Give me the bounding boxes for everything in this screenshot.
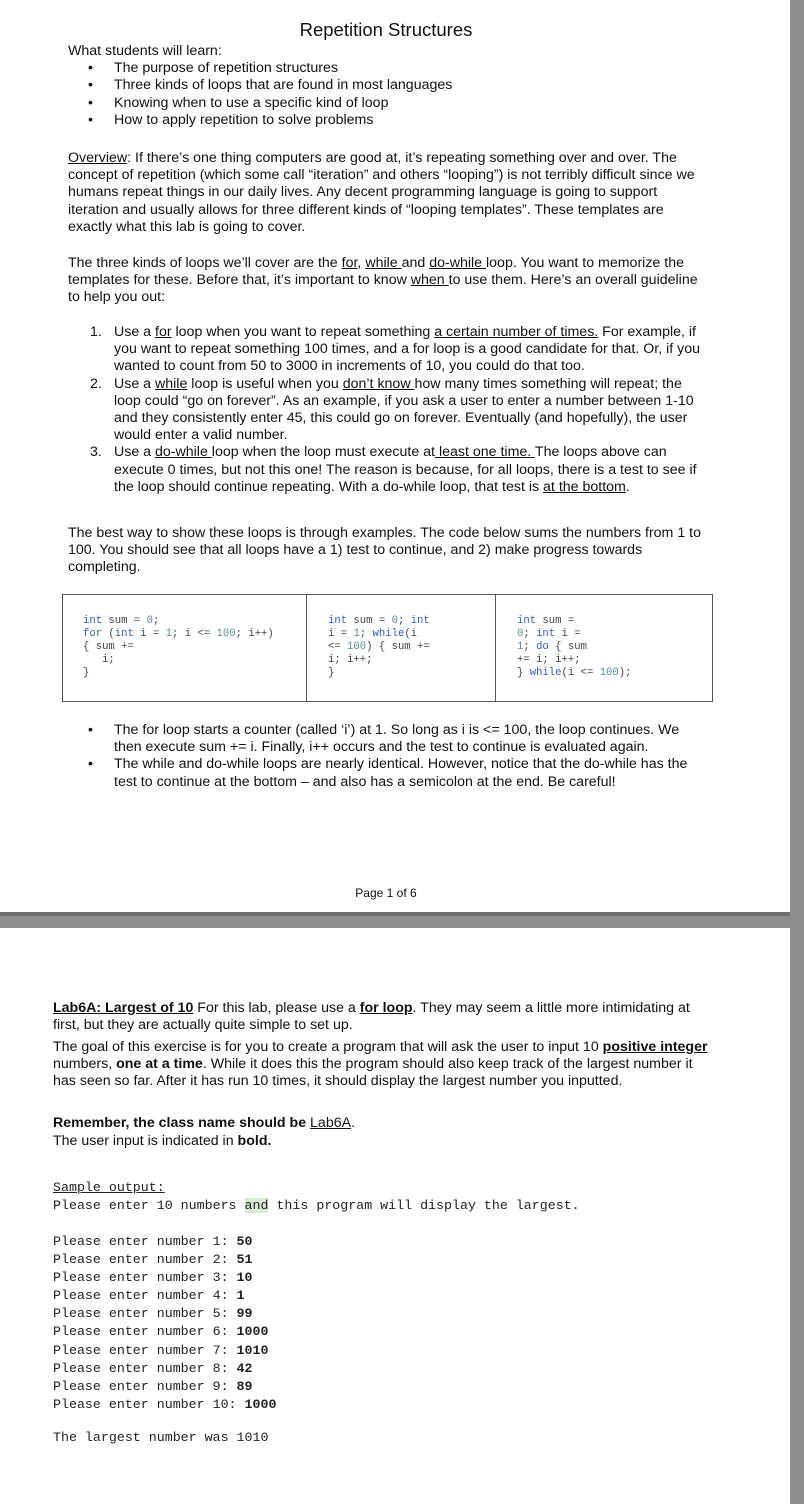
list-item: [68, 376, 708, 445]
prompt-label: Please enter number 6:: [53, 1324, 237, 1340]
code-token: ; i <=: [172, 628, 217, 640]
do-while-term: do-while: [429, 255, 487, 271]
for-term: for,: [341, 255, 362, 271]
underlined-text: don’t know: [342, 375, 415, 392]
prompt-label: Please enter number 2:: [53, 1252, 237, 1268]
prompt-line: [53, 1234, 253, 1249]
user-input: 51: [236, 1252, 253, 1268]
learn-heading: What students will learn:: [68, 43, 222, 59]
text-span: For example, if you want to repeat something 100 times, and a for loop is a good candidate for that. Or, if you wanted to count from 50 to 3000 in increments of 10, you could do that too.: [114, 324, 700, 375]
code-token: int: [328, 615, 348, 627]
code-token: 100: [599, 667, 619, 679]
text-span: The loops above can execute 0 times, but not this one! The reason is because, for all loops, there is a test to see if the loop should continue repeating. With a do-while loop, that test is: [114, 444, 697, 495]
prompt-line: [53, 1252, 253, 1267]
scrollbar-track[interactable]: [790, 0, 804, 1504]
list-number: 1.: [90, 324, 102, 340]
code-token: }: [328, 667, 335, 679]
underlined-text: do-while: [155, 444, 212, 461]
code-token: i =: [133, 628, 166, 640]
code-token: i;: [83, 654, 115, 666]
code-token: <=: [328, 641, 348, 653]
loop-kinds-paragraph: [68, 255, 708, 307]
page-2: [0, 928, 790, 1504]
sample-label: Sample output:: [53, 1180, 165, 1195]
sample-output: [53, 1179, 580, 1215]
result-line: The largest number was 1010: [53, 1430, 269, 1445]
code-token: 0: [517, 628, 524, 640]
text-span: The three kinds of loops we’ll cover are the: [68, 255, 342, 271]
prompt-line: [53, 1306, 253, 1321]
code-token: { sum: [548, 641, 587, 653]
code-token: 0: [391, 615, 398, 627]
code-token: int: [114, 628, 134, 640]
text-span: . They may seem a little more intimidating at first, but they are actually quite simple to set up.: [53, 1000, 690, 1034]
prompt-label: Please enter number 3:: [53, 1270, 237, 1286]
prompt-list: [53, 1233, 276, 1414]
prompt-line: [53, 1343, 268, 1358]
text-span: The user input is indicated in: [53, 1133, 238, 1149]
code-token: += i; i++;: [517, 654, 581, 666]
code-token: int: [410, 615, 430, 627]
page-title: Repetition Structures: [299, 19, 473, 40]
prompt-label: Please enter number 5:: [53, 1306, 237, 1322]
list-item: • The for loop starts a counter (called ‘i’) at 1. So long as i is <= 100, the loop continues. We then execute sum += i. Finally, i++ occurs and the test to continue is evaluated again.: [68, 722, 708, 756]
overview-paragraph: [68, 150, 708, 236]
text-span: to use them. Here’s an overall guideline to help you out:: [68, 272, 698, 306]
list-item: [68, 444, 708, 496]
code-token: }: [83, 667, 90, 679]
bold-text: one at a time: [116, 1056, 203, 1073]
text-span: how many times something will repeat; the loop could “go on forever”. As an example, if you ask a user to enter a number between 1-10 and they consistently enter 45, this could go on forever. Eventually (and hopefully), the user would enter a valid number.: [114, 375, 694, 444]
text-span: Use a: [114, 444, 156, 461]
text-span: . While it does this the program should also keep track of the largest number it has seen so far. After it has run 10 times, it should display the largest number you inputted.: [53, 1056, 693, 1090]
underlined-text: positive integer: [602, 1039, 708, 1055]
underlined-text: a certain number of times.: [434, 324, 599, 340]
lab-title: Lab6A: Largest of 10: [53, 1000, 194, 1016]
code-token: ;: [152, 615, 160, 627]
user-input: 89: [236, 1378, 253, 1394]
code-token: i =: [328, 628, 354, 640]
highlighted-text: and: [244, 1198, 269, 1214]
lab-intro-paragraph: [53, 1000, 713, 1034]
code-token: sum =: [347, 615, 392, 627]
list-item: • Knowing when to use a specific kind of loop: [68, 95, 718, 112]
code-token: 1: [517, 641, 524, 653]
code-token: ;: [523, 641, 537, 653]
code-token: sum =: [102, 615, 147, 627]
underlined-text: at the bottom: [543, 478, 626, 495]
for-loop-code: [83, 615, 274, 680]
code-token: 100: [347, 641, 367, 653]
list-number: 3.: [90, 444, 102, 461]
do-while-loop-code-cell: [496, 595, 712, 701]
code-token: while: [529, 667, 562, 679]
code-token: sum =: [536, 615, 575, 627]
list-number: 2.: [90, 375, 102, 392]
examples-paragraph: The best way to show these loops is through examples. The code below sums the numbers from 1 to 100. You should see that all loops have a 1) test to continue, and 2) make progress towards completing.: [68, 525, 701, 576]
class-name: Lab6A: [310, 1115, 352, 1131]
text-span: this program will display the largest.: [268, 1198, 580, 1214]
underlined-text: while: [155, 375, 188, 392]
for-loop-code-cell: [63, 595, 307, 701]
prompt-label: Please enter number 1:: [53, 1234, 237, 1249]
page-number: Page 1 of 6: [355, 886, 417, 900]
text-span: The goal of this exercise is for you to create a program that will ask the user to input 10: [53, 1039, 603, 1055]
code-token: ;: [359, 628, 373, 640]
remember-note: [53, 1115, 713, 1132]
code-token: ;: [523, 628, 537, 640]
underlined-text: for: [155, 324, 172, 340]
code-token: { sum +=: [83, 641, 134, 653]
code-token: int: [536, 628, 556, 640]
notes-list: [68, 722, 708, 791]
bold-text: bold.: [237, 1133, 272, 1149]
while-loop-code-cell: [307, 595, 496, 701]
while-term: while: [365, 255, 402, 271]
user-input: 1010: [236, 1342, 269, 1358]
prompt-label: Please enter number 7:: [53, 1342, 237, 1358]
while-loop-code: [328, 615, 430, 680]
user-input: 1000: [244, 1396, 277, 1412]
code-token: (: [102, 628, 115, 640]
goal-paragraph: [53, 1039, 713, 1091]
code-token: i; i++;: [328, 654, 373, 666]
text-span: loop is useful when you: [187, 375, 343, 392]
text-span: .: [625, 478, 630, 495]
text-span: and: [401, 255, 430, 271]
code-token: (i <=: [561, 667, 600, 679]
guideline-list: [68, 324, 708, 496]
list-item: • The while and do-while loops are nearly identical. However, notice that the do-while has the test to continue at the bottom – and also has a semicolon at the end. Be careful!: [68, 756, 708, 790]
text-span: Remember, the class name should be: [53, 1115, 311, 1131]
code-token: ;: [397, 615, 411, 627]
list-item: • The purpose of repetition structures: [68, 60, 718, 77]
text-span: loop when the loop must execute at: [211, 444, 436, 461]
prompt-line: [53, 1288, 245, 1303]
prompt-line: [53, 1379, 253, 1394]
when-term: when: [410, 272, 449, 289]
code-token: int: [83, 615, 103, 627]
code-token: 0: [146, 615, 153, 627]
prompt-label: Please enter number 9:: [53, 1378, 237, 1394]
user-input: 1: [236, 1288, 245, 1304]
text-span: loop. You want to memorize the templates for these. Before that, it’s important to know: [68, 255, 684, 289]
text-span: Use a: [114, 375, 156, 392]
code-token: ; i++): [235, 628, 274, 640]
learn-section: [68, 43, 718, 129]
code-token: int: [517, 615, 537, 627]
code-token: 1: [353, 628, 360, 640]
for-loop-term: for loop: [359, 1000, 413, 1016]
prompt-label: Please enter number 8:: [53, 1360, 237, 1376]
prompt-line: [53, 1397, 276, 1412]
user-input: 42: [236, 1360, 253, 1376]
code-token: );: [618, 667, 632, 679]
user-input: 99: [236, 1306, 253, 1322]
learn-list: [68, 60, 718, 129]
code-token: }: [517, 667, 530, 679]
user-input: 50: [236, 1234, 253, 1249]
text-span: For this lab, please use a: [193, 1000, 360, 1016]
prompt-line: [53, 1270, 253, 1285]
text-span: numbers,: [53, 1056, 117, 1073]
underlined-text: least one time.: [435, 444, 535, 461]
code-token: ) { sum +=: [366, 641, 430, 653]
code-token: 1: [165, 628, 173, 640]
prompt-line: [53, 1324, 268, 1339]
text-span: Please enter 10 numbers: [53, 1198, 245, 1214]
user-input: 10: [236, 1270, 253, 1286]
list-item: • How to apply repetition to solve problems: [68, 112, 718, 129]
code-table: [62, 594, 713, 702]
prompt-label: Please enter number 4:: [53, 1288, 237, 1304]
code-token: for: [83, 628, 103, 640]
page-separator-shadow: [0, 912, 790, 916]
do-while-loop-code: [517, 615, 631, 680]
prompt-line: [53, 1361, 253, 1376]
overview-text: : If there’s one thing computers are good at, it’s repeating something over and over. The concept of repetition (which some call “iteration” and others “looping”) is not terribly difficult since we humans repeat things in our daily lives. Any decent programming language is going to support iteration and usually allows for three different kinds of “looping templates”. These templates are exactly what this lab is going to cover.: [68, 150, 695, 235]
text-span: Use a: [114, 324, 156, 340]
input-note: [53, 1133, 713, 1150]
prompt-label: Please enter number 10:: [53, 1396, 245, 1412]
list-item: • Three kinds of loops that are found in most languages: [68, 77, 718, 94]
code-token: i =: [555, 628, 581, 640]
list-item: [68, 324, 708, 376]
user-input: 1000: [236, 1324, 269, 1340]
text-span: .: [351, 1115, 356, 1131]
overview-label: Overview: [68, 150, 128, 166]
text-span: loop when you want to repeat something: [171, 324, 435, 340]
code-token: do: [536, 641, 549, 653]
code-token: 100: [216, 628, 236, 640]
code-token: (i: [404, 628, 418, 640]
code-token: while: [372, 628, 405, 640]
